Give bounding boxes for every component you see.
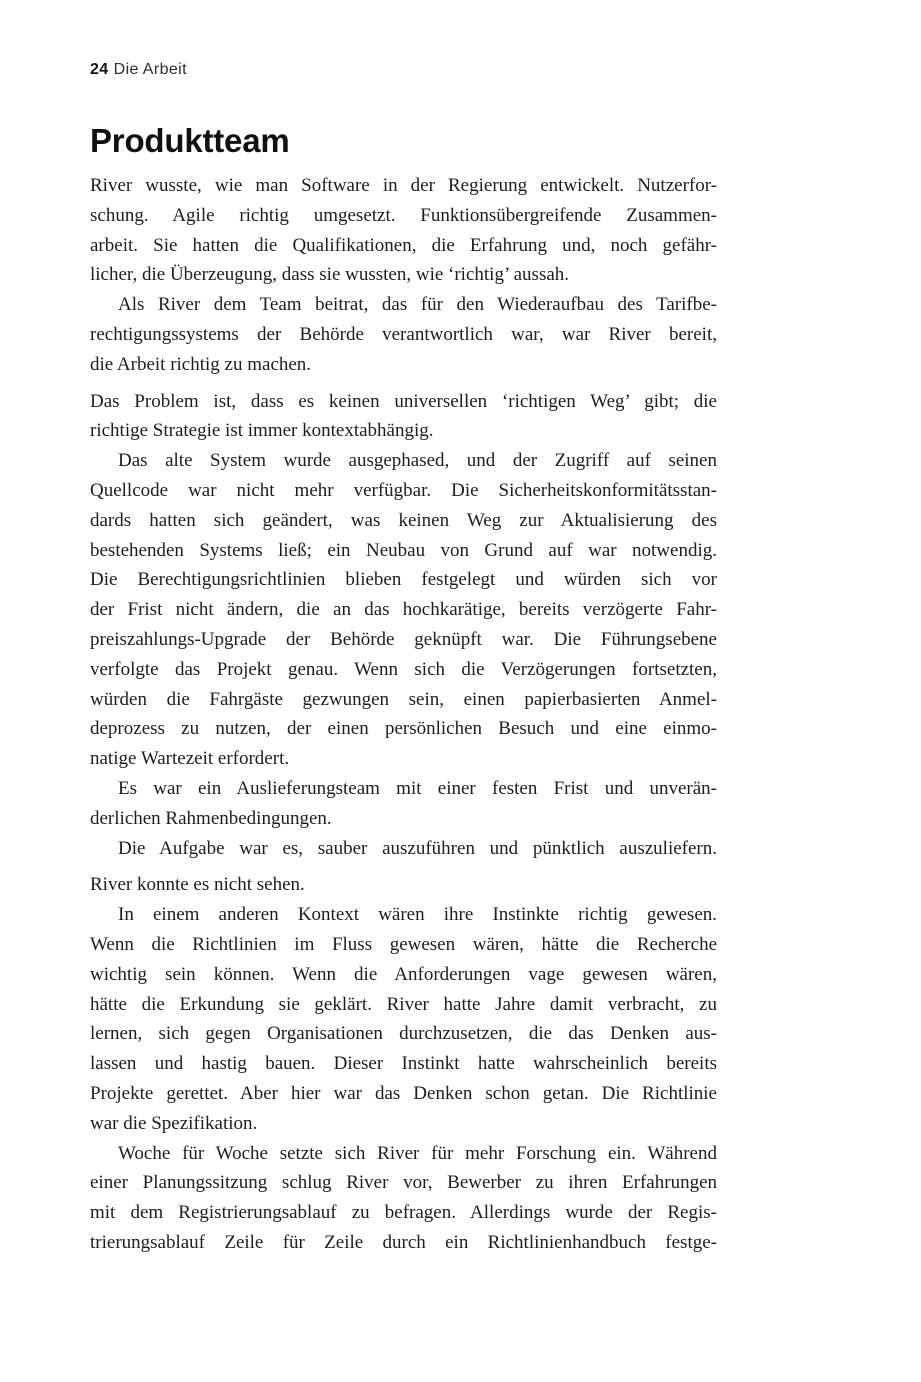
paragraph [90,834,717,864]
text-line: richtige Strategie ist immer kontextabhängig. [90,420,434,442]
text-line: derlichen Rahmenbedingungen. [90,807,332,829]
text-line: wichtig sein können. Wenn die Anforderungen vage gewesen wären, [90,963,717,985]
text-line: dards hatten sich geändert, was keinen Weg zur Aktualisierung des [90,509,717,531]
text-line: River wusste, wie man Software in der Regierung entwickelt. Nutzerfor- [90,175,717,196]
text-line: schung. Agile richtig umgesetzt. Funktionsübergreifende Zusammen- [90,204,717,226]
paragraph [90,774,717,834]
page-content [90,120,717,1258]
text-line: rechtigungssystems der Behörde verantwortlich war, war River bereit, [90,323,717,345]
body-text [90,171,717,1258]
text-line: der Frist nicht ändern, die an das hochkarätige, bereits verzögerte Fahr- [90,599,717,621]
chapter-title: Die Arbeit [113,61,187,78]
text-line: Das alte System wurde ausgephased, und der Zugriff auf seinen [118,450,717,472]
text-line: In einem anderen Kontext wären ihre Instinkte richtig gewesen. [118,904,717,926]
text-line: war die Spezifikation. [90,1112,258,1134]
section-heading: Produktteam [90,122,290,159]
text-line: River konnte es nicht sehen. [90,874,305,896]
text-line: trierungsablauf Zeile für Zeile durch ein Richtlinienhandbuch festge- [90,1231,717,1253]
text-line: verfolgte das Projekt genau. Wenn sich die Verzögerungen fortsetzten, [90,658,717,680]
text-line: lernen, sich gegen Organisationen durchzusetzen, die das Denken aus- [90,1023,717,1045]
text-line: hätte die Erkundung sie geklärt. River hatte Jahre damit verbracht, zu [90,993,717,1015]
text-line: bestehenden Systems ließ; ein Neubau von Grund auf war notwendig. [90,539,717,561]
page-number: 24 [90,61,109,78]
text-line: die Arbeit richtig zu machen. [90,353,312,375]
text-line: Die Berechtigungsrichtlinien blieben festgelegt und würden sich vor [90,569,717,591]
text-line: würden die Fahrgäste gezwungen sein, einen papierbasierten Anmel- [90,688,717,710]
paragraph [90,387,717,447]
text-line: lassen und hastig bauen. Dieser Instinkt hatte wahrscheinlich bereits [90,1053,717,1075]
text-line: preiszahlungs-Upgrade der Behörde geknüpft war. Die Führungsebene [90,628,717,650]
paragraph [90,870,717,900]
text-line: Die Aufgabe war es, sauber auszuführen und pünktlich auszuliefern. [118,837,717,859]
paragraph [90,290,717,379]
paragraph [90,900,717,1138]
running-header [90,60,187,79]
text-line: einer Planungssitzung schlug River vor, Bewerber zu ihren Erfahrungen [90,1172,717,1194]
text-line: Woche für Woche setzte sich River für mehr Forschung ein. Während [118,1142,717,1164]
text-line: deprozess zu nutzen, der einen persönlichen Besuch und eine einmo- [90,718,717,740]
paragraph [90,1139,717,1258]
text-line: Das Problem ist, dass es keinen universellen ‘richtigen Weg’ gibt; die [90,390,717,412]
text-line: arbeit. Sie hatten die Qualifikationen, die Erfahrung und, noch gefähr- [90,234,717,256]
paragraph [90,171,717,290]
text-line: Projekte gerettet. Aber hier war das Denken schon getan. Die Richtlinie [90,1082,717,1104]
text-line: Als River dem Team beitrat, das für den Wiederaufbau des Tarifbe- [118,294,717,316]
text-line: Wenn die Richtlinien im Fluss gewesen wären, hätte die Recherche [90,933,717,955]
text-line: mit dem Registrierungsablauf zu befragen. Allerdings wurde der Regis- [90,1202,717,1224]
paragraph [90,446,717,774]
text-line: Es war ein Auslieferungsteam mit einer festen Frist und unverän- [118,777,717,799]
text-line: Quellcode war nicht mehr verfügbar. Die Sicherheitskonformitätsstan- [90,479,717,501]
text-line: natige Wartezeit erfordert. [90,748,290,770]
text-line: licher, die Überzeugung, dass sie wussten, wie ‘richtig’ aussah. [90,264,570,286]
